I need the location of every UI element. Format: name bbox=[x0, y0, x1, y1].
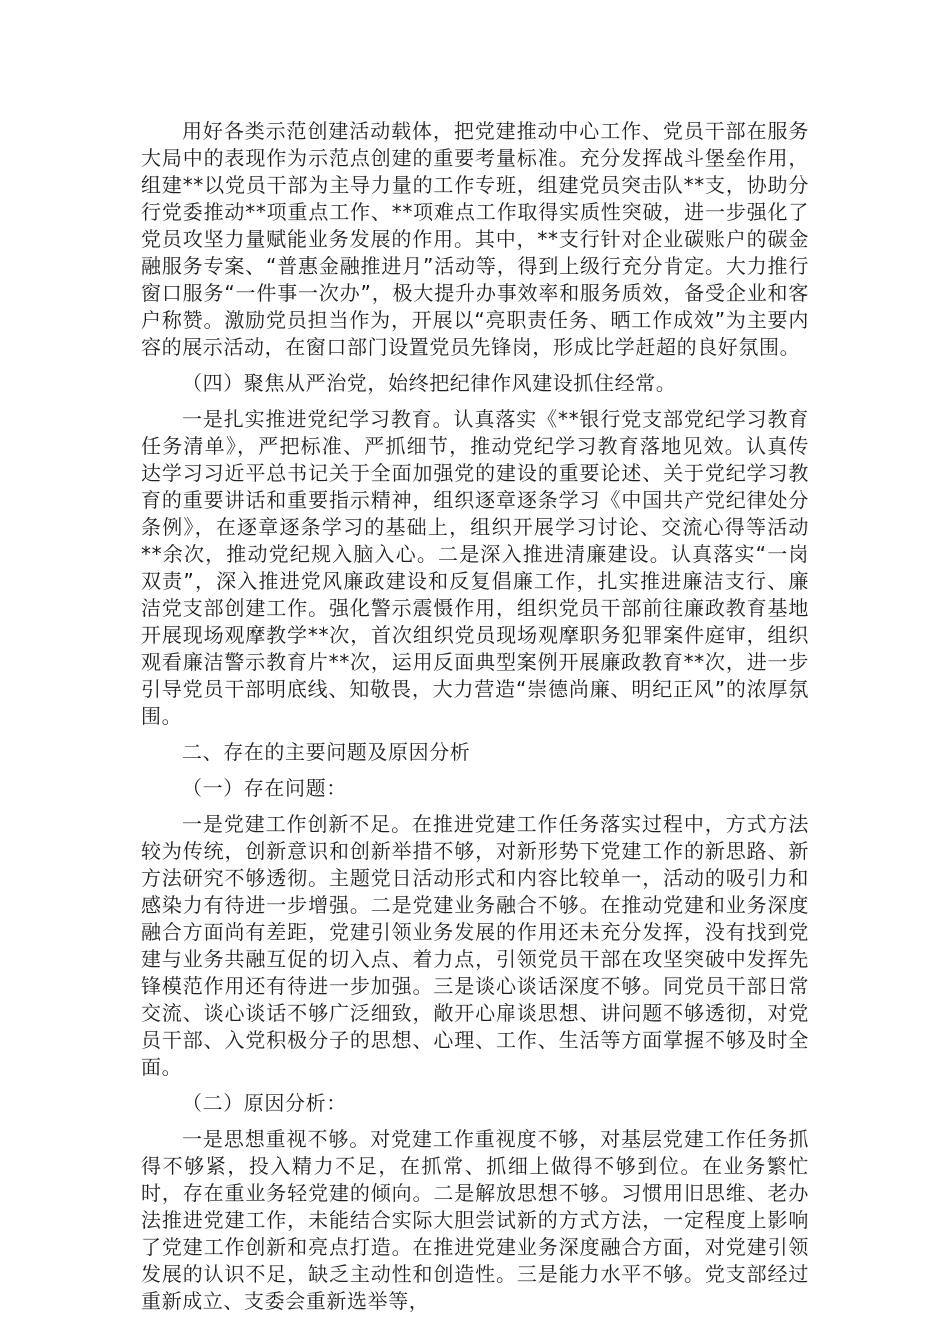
document-page bbox=[141, 118, 809, 1324]
body-paragraph: 一是党建工作创新不足。在推进党建工作任务落实过程中，方式方法较为传统，创新意识和创新举措不够，对新形势下党建工作的新思路、新方法研究不够透彻。主题党日活动形式和内容比较单一，活动的吸引力和感染力有待进一步增强。二是党建业务融合不够。在推动党建和业务深度融合方面尚有差距，党建引领业务发展的作用还未充分发挥，没有找到党建与业务共融互促的切入点、着力点，引领党员干部在攻坚突破中发挥先锋模范作用还有待进一步加强。三是谈心谈话深度不够。同党员干部日常交流、谈心谈话不够广泛细致，敞开心扉谈思想、讲问题不够透彻，对党员干部、入党积极分子的思想、心理、工作、生活等方面掌握不够及时全面。 bbox=[141, 812, 809, 1079]
section-heading: 二、存在的主要问题及原因分析 bbox=[182, 740, 471, 764]
body-paragraph: 一是思想重视不够。对党建工作重视度不够，对基层党建工作任务抓得不够紧，投入精力不足，在抓常、抓细上做得不够到位。在业务繁忙时，存在重业务轻党建的倾向。二是解放思想不够。习惯用旧思维、老办法推进党建工作，未能结合实际大胆尝试新的方式方法，一定程度上影响了党建工作创新和亮点打造。在推进党建业务深度融合方面，对党建引领发展的认识不足，缺乏主动性和创造性。三是能力水平不够。党支部经过重新成立、支委会重新选举等， bbox=[141, 1127, 809, 1313]
section-subheading: （二）原因分析： bbox=[182, 1091, 347, 1115]
body-paragraph: 一是扎实推进党纪学习教育。认真落实《**银行党支部党纪学习教育任务清单》，严把标准、严抓细节，推动党纪学习教育落地见效。认真传达学习习近平总书记关于全面加强党的建设的重要论述、关于党纪学习教育的重要讲话和重要指示精神，组织逐章逐条学习《中国共产党纪律处分条例》，在逐章逐条学习的基础上，组织开展学习讨论、交流心得等活动**余次，推动党纪规入脑入心。二是深入推进清廉建设。认真落实“一岗双责”，深入推进党风廉政建设和反复倡廉工作，扎实推进廉洁支行、廉洁党支部创建工作。强化警示震慑作用，组织党员干部前往廉政教育基地开展现场观摩教学**次，首次组织党员现场观摩职务犯罪案件庭审，组织观看廉洁警示教育片**次，运用反面典型案例开展廉政教育**次，进一步引导党员干部明底线、知敬畏，大力营造“崇德尚廉、明纪正风”的浓厚氛围。 bbox=[141, 407, 809, 728]
section-subheading: （四）聚焦从严治党，始终把纪律作风建设抓住经常。 bbox=[182, 371, 677, 395]
section-subheading: （一）存在问题： bbox=[182, 776, 347, 800]
body-paragraph: 用好各类示范创建活动载体，把党建推动中心工作、党员干部在服务大局中的表现作为示范点创建的重要考量标准。充分发挥战斗堡垒作用，组建**以党员干部为主导力量的工作专班，组建党员突击队**支，协助分行党委推动**项重点工作、**项难点工作取得实质性突破，进一步强化了党员攻坚力量赋能业务发展的作用。其中，**支行针对企业碳账户的碳金融服务专案、“普惠金融推进月”活动等，得到上级行充分肯定。大力推行窗口服务“一件事一次办”，极大提升办事效率和服务质效，备受企业和客户称赞。激励党员担当作为，开展以“亮职责任务、晒工作成效”为主要内容的展示活动，在窗口部门设置党员先锋岗，形成比学赶超的良好氛围。 bbox=[141, 119, 809, 359]
